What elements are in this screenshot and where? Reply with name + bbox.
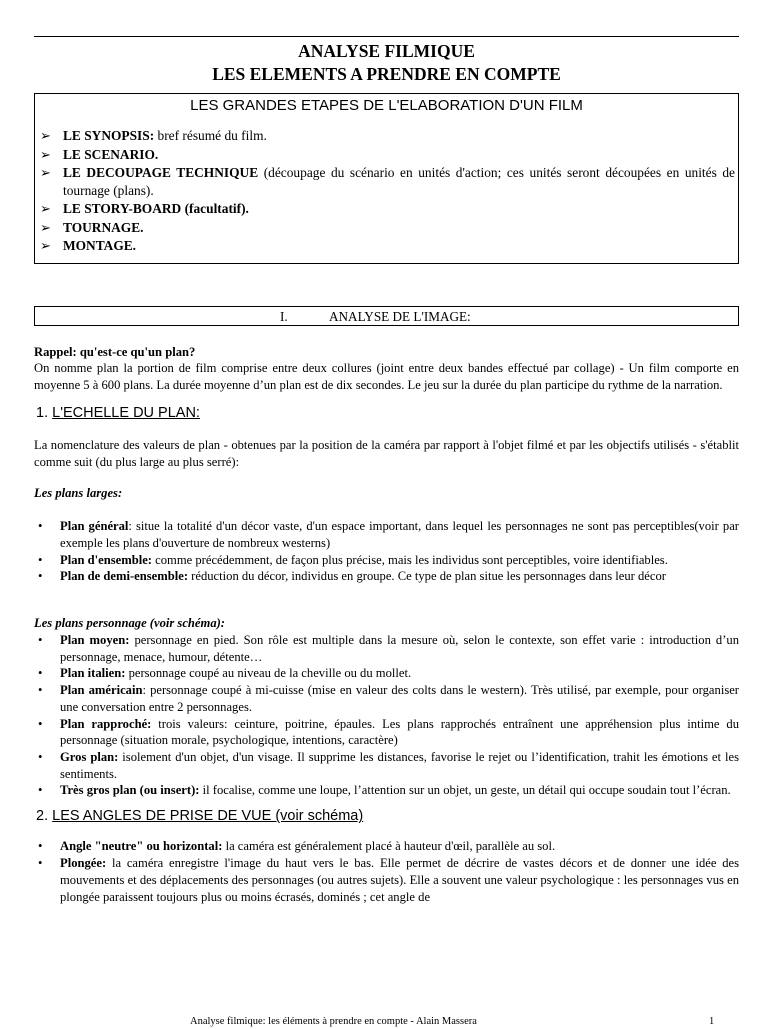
bullet-icon: • <box>38 856 43 871</box>
bullet-icon: • <box>38 750 43 764</box>
angles-list <box>34 838 739 905</box>
stage-item: ➢ LE DECOUPAGE TECHNIQUE (découpage du scénario en unités d'action; ces unités seront découpées en unités de tournage (plans). <box>40 164 735 199</box>
arrow-bullet-icon: ➢ <box>40 164 51 180</box>
bullet-icon: • <box>38 683 43 698</box>
list-item: • Plan de demi-ensemble: réduction du décor, individus en groupe. Ce type de plan situe les personnages dans leur décor <box>38 569 666 584</box>
rappel-heading: Rappel: qu'est-ce qu'un plan? <box>34 344 196 359</box>
arrow-bullet-icon: ➢ <box>40 146 51 162</box>
arrow-bullet-icon: ➢ <box>40 237 51 253</box>
arrow-bullet-icon: ➢ <box>40 219 51 235</box>
section-label: ANALYSE DE L'IMAGE: <box>329 308 471 324</box>
bullet-icon: • <box>38 839 43 854</box>
list-item: • Angle "neutre" ou horizontal: la caméra est généralement placé à hauteur d'œil, parallèle au sol. <box>38 839 556 854</box>
list-item: • Plan italien: personnage coupé au niveau de la cheville ou du mollet. <box>38 666 412 681</box>
larges-heading: Les plans larges: <box>34 486 123 501</box>
list-item: • Plan d'ensemble: comme précédemment, de façon plus précise, mais les individus sont perceptibles, voire identifiables. <box>38 552 668 567</box>
footer-text: Analyse filmique: les éléments à prendre en compte - Alain Massera <box>190 1016 477 1027</box>
stages-list <box>38 127 735 255</box>
rappel-block <box>34 344 739 394</box>
title-line-1: ANALYSE FILMIQUE <box>298 41 475 61</box>
list-item: • Plan américain: personnage coupé à mi-cuisse (mise en valeur des colts dans le western). Très utilisé, par exemple, pour organiser une conversation entre 2 personnages. <box>38 683 739 714</box>
list-item: • Plan moyen: personnage en pied. Son rôle est multiple dans la mesure où, selon le contexte, son effet varie : introduction d’un personnage, menace, humour, détente… <box>38 632 739 664</box>
document-page <box>34 36 739 905</box>
section-heading-box <box>34 306 739 326</box>
list-item: • Plongée: la caméra enregistre l'image du haut vers le bas. Elle permet de décrire de vastes décors et de donner une idée des mouvements et des déplacements des personnages (ou autres sujets). Elle a souvent une valeur psychologique : les personnages vus en plongée paraissent toujours plus ou moins écrasés, dominés ; cet angle de <box>38 856 739 904</box>
bullet-icon: • <box>38 569 43 584</box>
stages-title: LES GRANDES ETAPES DE L'ELABORATION D'UN FILM <box>190 96 583 114</box>
document-title <box>34 40 739 86</box>
larges-list <box>34 518 739 585</box>
arrow-bullet-icon: ➢ <box>40 128 51 144</box>
personnage-list <box>34 632 739 799</box>
stages-box <box>34 93 739 264</box>
bullet-icon: • <box>38 632 43 647</box>
bullet-icon: • <box>38 783 43 798</box>
heading-angles: 2. LES ANGLES DE PRISE DE VUE (voir schéma) <box>36 808 364 825</box>
stage-item: ➢ LE SYNOPSIS: bref résumé du film. <box>40 128 267 144</box>
stage-item: ➢ TOURNAGE. <box>40 219 144 235</box>
bullet-icon: • <box>38 666 43 681</box>
section-number: I. <box>280 308 288 324</box>
title-line-2: LES ELEMENTS A PRENDRE EN COMPTE <box>212 63 561 84</box>
rappel-text: On nomme plan la portion de film comprise entre deux collures (joint entre deux bandes effectué par collage) - Un film comporte en moyenne 5 à 600 plans. La durée moyenne d’un plan est de dix secondes. Le jeu sur la durée du plan participe du rythme de la narration. <box>34 361 739 392</box>
list-item: • Plan rapproché: trois valeurs: ceinture, poitrine, épaules. Les plans rapprochés entraînent une appréhension plus intime du personnage (situation morale, psychologique, intentions, caractère) <box>38 716 739 748</box>
top-rule <box>34 36 739 37</box>
list-item: • Gros plan: isolement d'un objet, d'un visage. Il supprime les distances, favorise le rejet ou l’identification, trahit les émotions et les sentiments. <box>38 750 739 781</box>
list-item: • Plan général: situe la totalité d'un décor vaste, d'un espace important, dans lequel les personnages ne sont pas perceptibles(voir par exemple les plans d'ouverture de nombreux westerns) <box>38 519 739 550</box>
personnage-heading: Les plans personnage (voir schéma): <box>34 616 225 631</box>
heading-echelle: 1. L'ECHELLE DU PLAN: <box>36 404 200 421</box>
arrow-bullet-icon: ➢ <box>40 201 51 217</box>
bullet-icon: • <box>38 519 43 534</box>
page-number: 1 <box>709 1016 715 1027</box>
stage-item: ➢ MONTAGE. <box>40 237 137 253</box>
list-item: • Très gros plan (ou insert): il focalise, comme une loupe, l’attention sur un objet, un geste, un détail qui occupe soudain tout l’écran. <box>38 783 731 798</box>
stage-item: ➢ LE STORY-BOARD (facultatif). <box>40 201 249 217</box>
bullet-icon: • <box>38 716 43 731</box>
bullet-icon: • <box>38 552 43 567</box>
echelle-intro: La nomenclature des valeurs de plan - obtenues par la position de la caméra par rapport à l'objet filmé et par les objectifs utilisés - s'établit comme suit (du plus large au plus serré): <box>34 437 739 469</box>
stage-item: ➢ LE SCENARIO. <box>40 146 159 162</box>
